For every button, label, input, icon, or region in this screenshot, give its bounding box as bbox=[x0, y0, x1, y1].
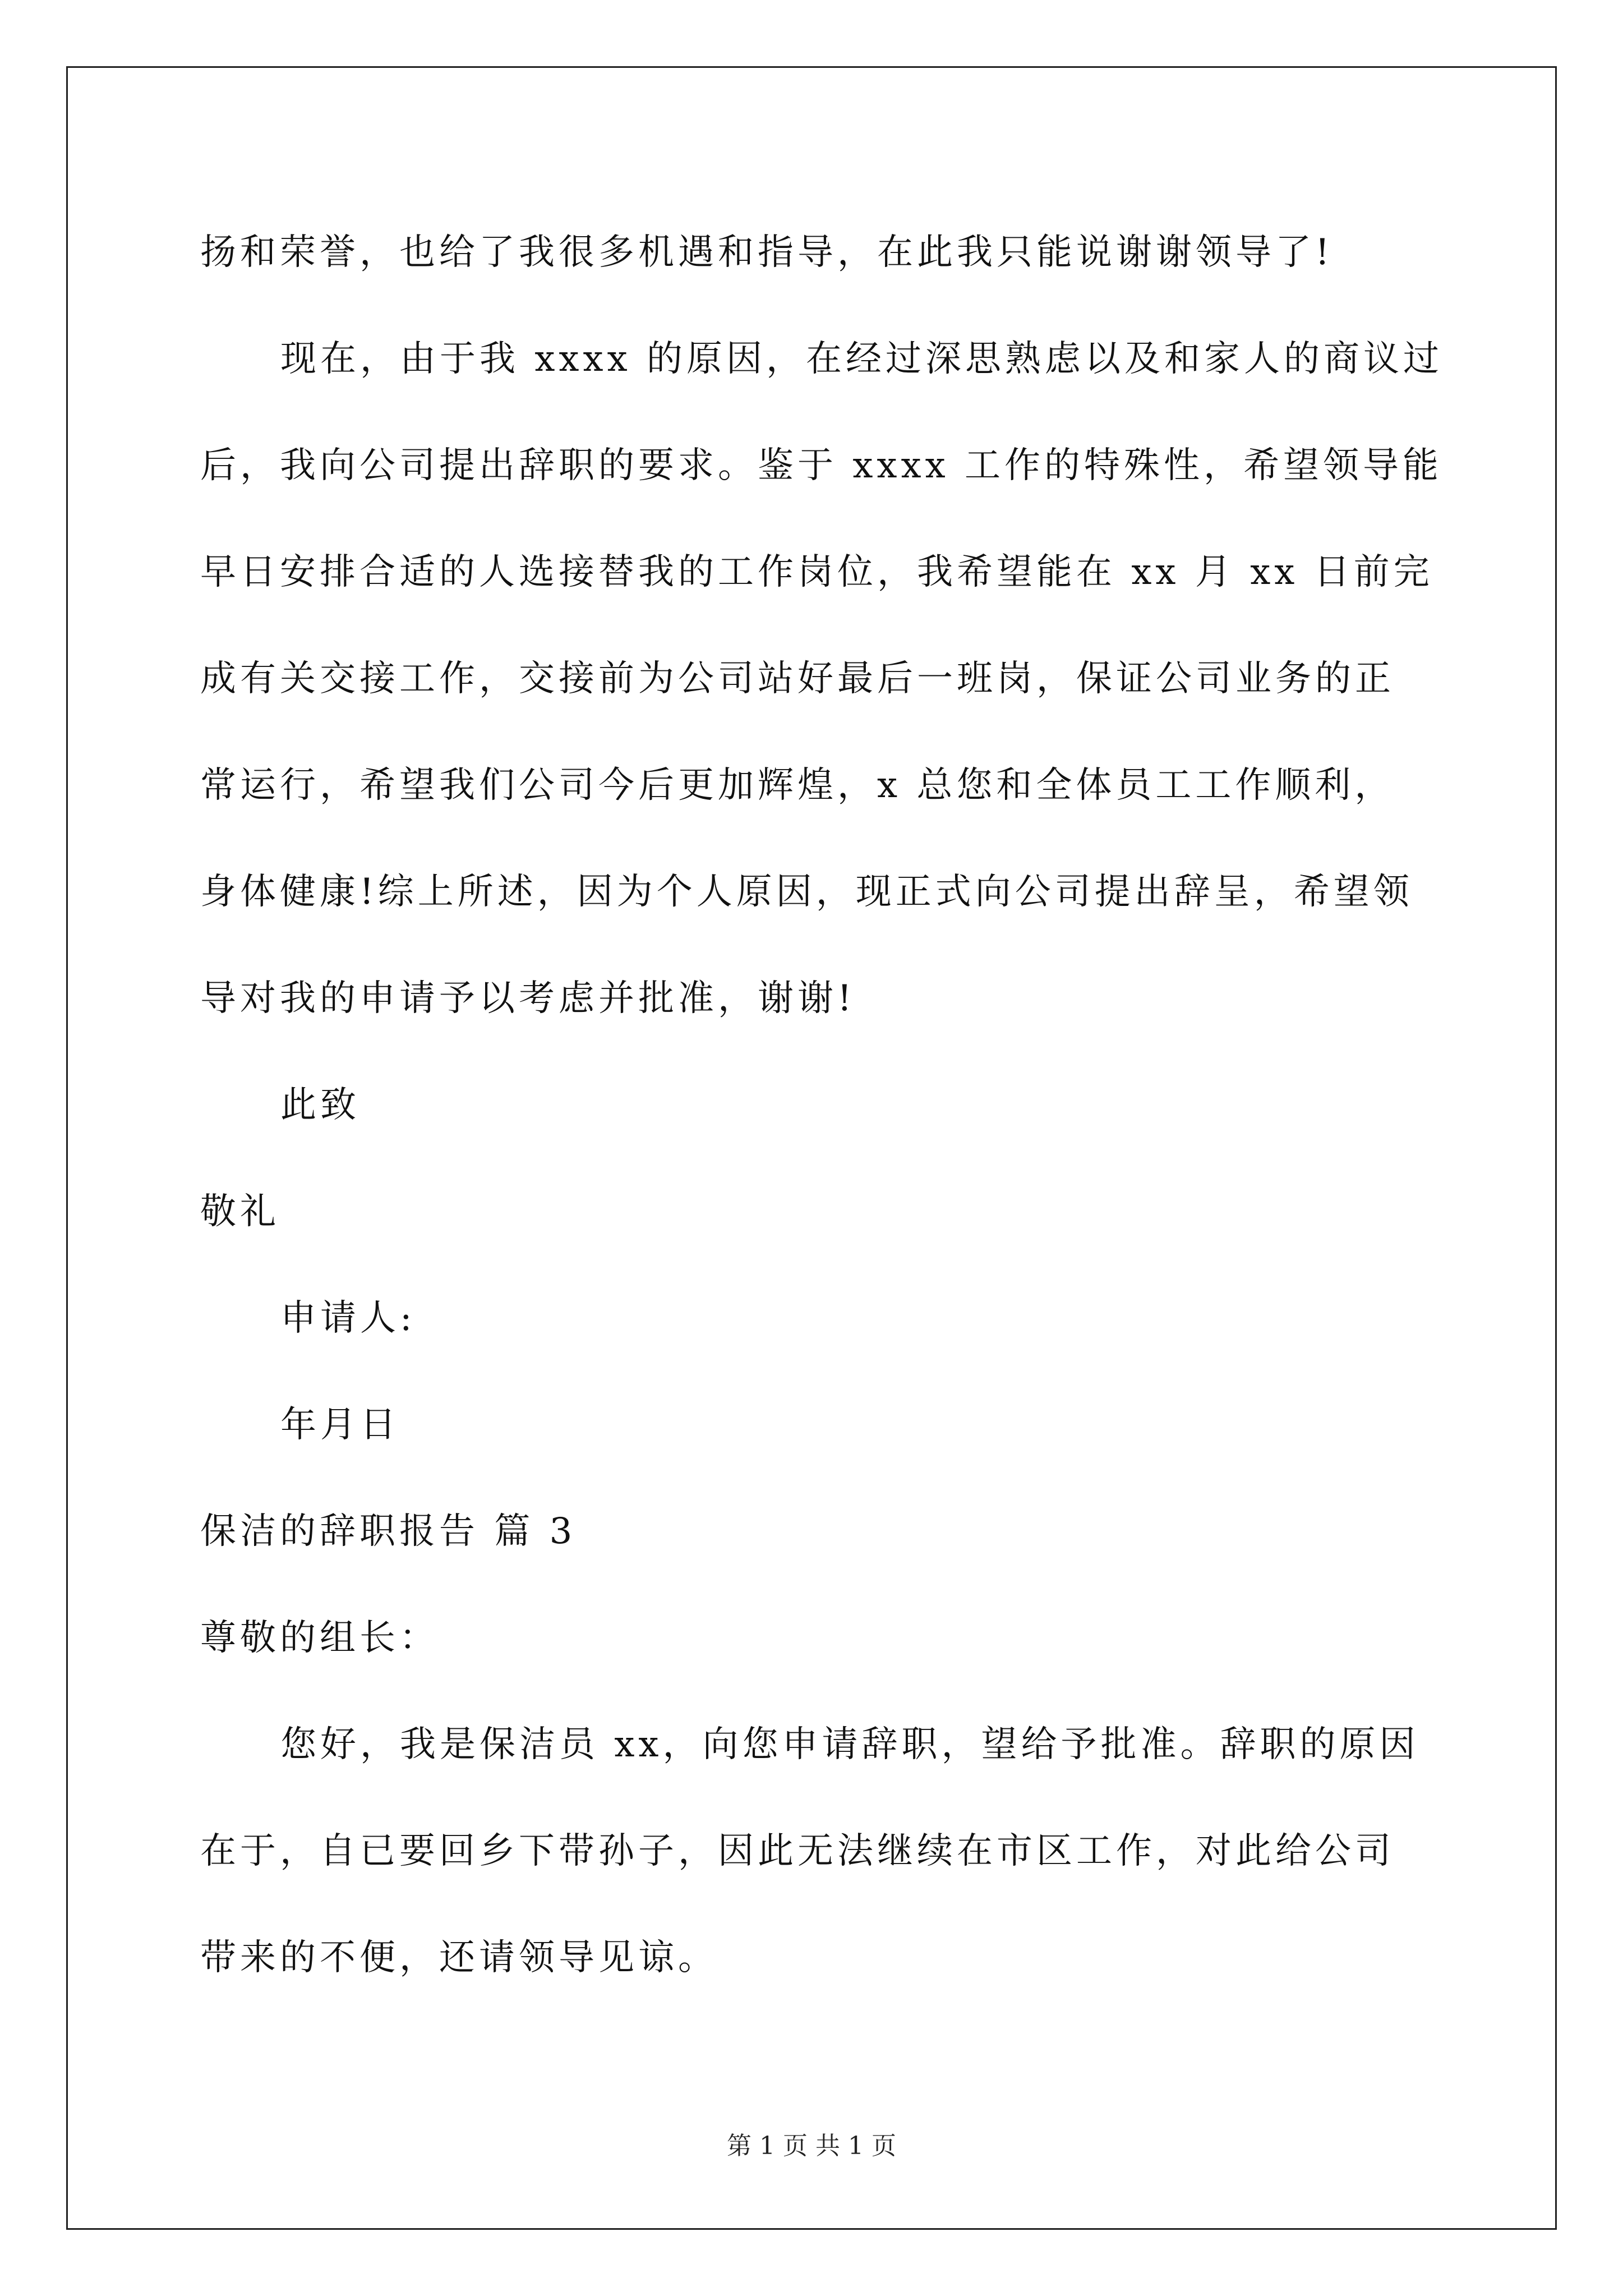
section-title: 保洁的辞职报告 篇 3 bbox=[200, 1511, 577, 1552]
salutation: 尊敬的组长： bbox=[200, 1617, 439, 1659]
closing-phrase: 此致 bbox=[280, 1084, 360, 1126]
text-line-7: 身体健康!综上所述，因为个人原因，现正式向公司提出辞呈，希望领 bbox=[200, 871, 1413, 913]
text-line-3: 后，我向公司提出辞职的要求。鉴于 xxxx 工作的特殊性，希望领导能 bbox=[200, 445, 1443, 486]
text-line-1: 扬和荣誉，也给了我很多机遇和指导，在此我只能说谢谢领导了! bbox=[200, 232, 1334, 273]
page-border bbox=[66, 66, 1557, 2230]
text-line-17: 带来的不便，还请领导见谅。 bbox=[200, 1937, 718, 1978]
date-label: 年月日 bbox=[280, 1404, 400, 1446]
text-line-15: 您好，我是保洁员 xx，向您申请辞职，望给予批准。辞职的原因 bbox=[280, 1724, 1419, 1765]
page-number-footer: 第 1 页 共 1 页 bbox=[727, 2132, 896, 2160]
applicant-label: 申请人: bbox=[280, 1297, 416, 1339]
text-line-4: 早日安排合适的人选接替我的工作岗位，我希望能在 xx 月 xx 日前完 bbox=[200, 551, 1433, 593]
text-line-16: 在于，自已要回乡下带孙子，因此无法继续在市区工作，对此给公司 bbox=[200, 1830, 1395, 1872]
text-line-6: 常运行，希望我们公司今后更加辉煌，x 总您和全体员工工作顺利， bbox=[200, 765, 1395, 806]
text-line-8: 导对我的申请予以考虑并批准，谢谢! bbox=[200, 978, 856, 1019]
closing-salute: 敬礼 bbox=[200, 1191, 280, 1232]
text-line-5: 成有关交接工作，交接前为公司站好最后一班岗，保证公司业务的正 bbox=[200, 658, 1395, 700]
text-line-2: 现在，由于我 xxxx 的原因，在经过深思熟虑以及和家人的商议过 bbox=[280, 338, 1444, 380]
